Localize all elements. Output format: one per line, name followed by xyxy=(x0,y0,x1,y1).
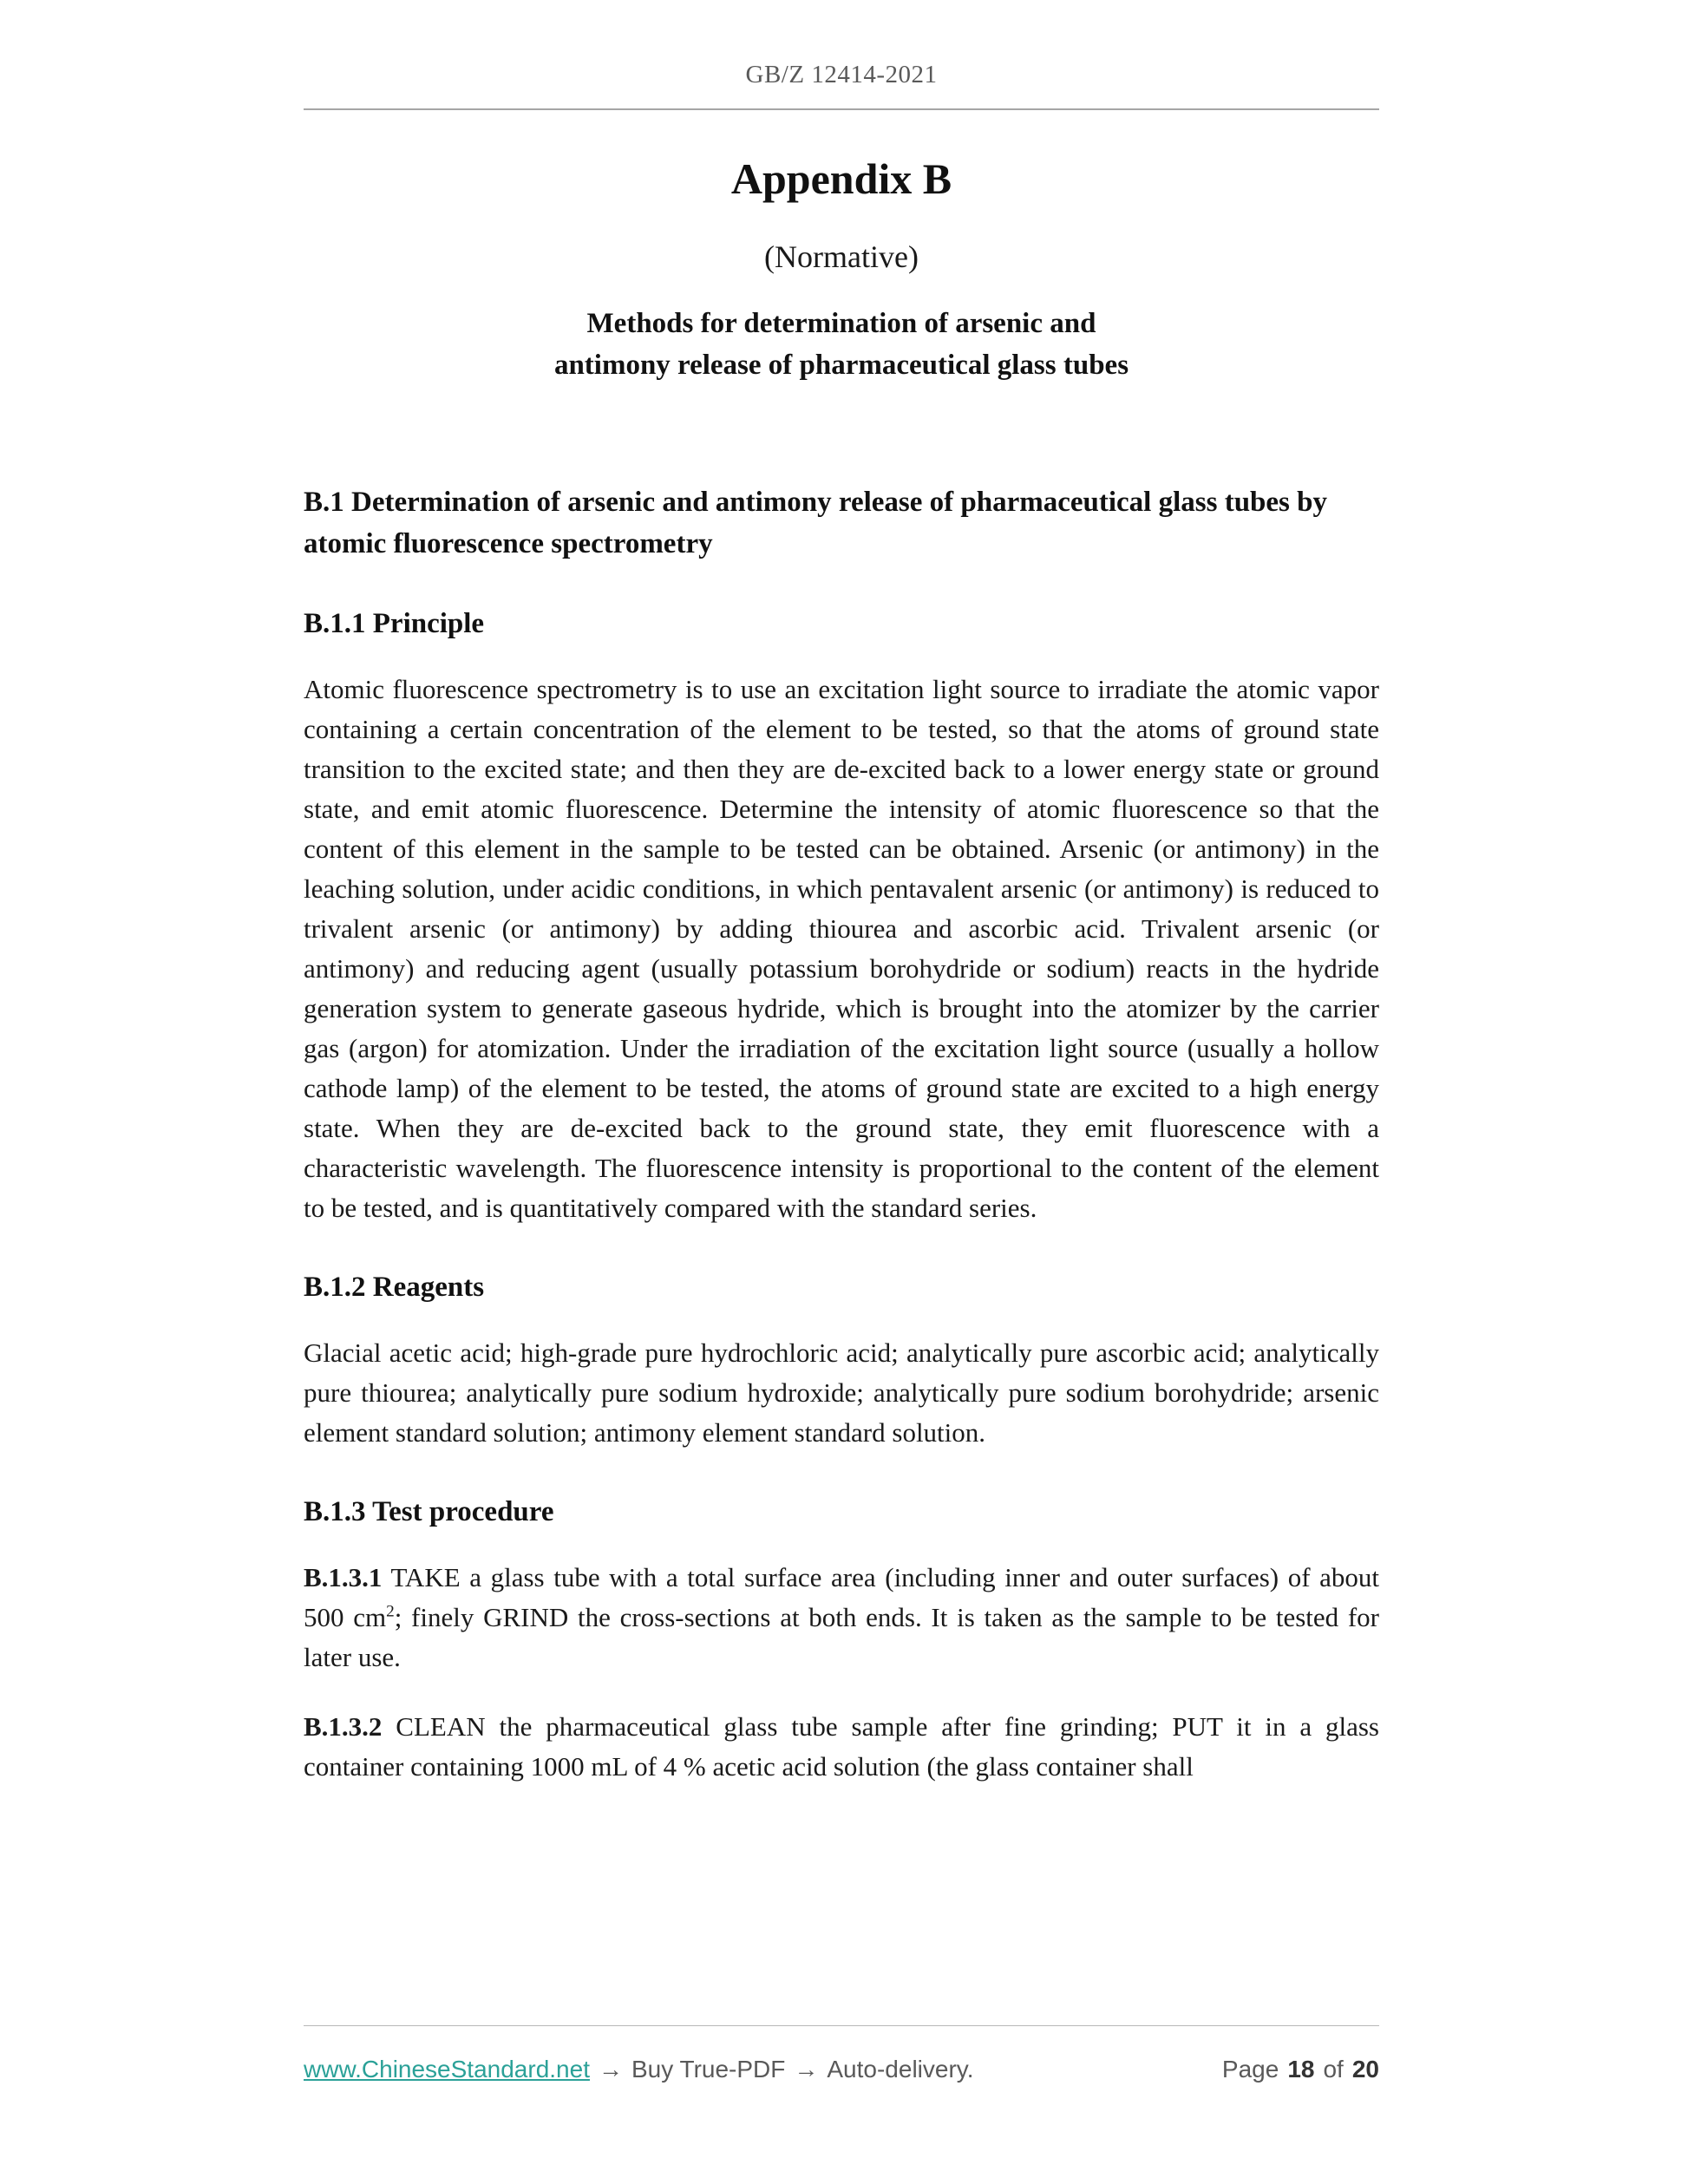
doc-number: GB/Z 12414-2021 xyxy=(745,61,938,88)
paragraph-b11-principle: Atomic fluorescence spectrometry is to use an excitation light source to irradiate the atomic vapor containing a certain concentration of the element to be tested, so that the atoms of ground state transition to the excited state; and then they are de-excited back to a lower energy state or ground state, and emit atomic fluorescence. Determine the intensity of atomic fluorescence so that the content of this element in the sample to be tested can be obtained. Arsenic (or antimony) in the leaching solution, under acidic conditions, in which pentavalent arsenic (or antimony) is reduced to trivalent arsenic (or antimony) by adding thiourea and ascorbic acid. Trivalent arsenic (or antimony) and reducing agent (usually potassium borohydride or sodium) reacts in the hydride generation system to generate gaseous hydride, which is brought into the atomizer by the carrier gas (argon) for atomization. Under the irradiation of the excitation light source (usually a hollow cathode lamp) of the element to be tested, the atoms of ground state are excited to a high energy state. When they are de-excited back to the ground state, they emit fluorescence with a characteristic wavelength. The fluorescence intensity is proportional to the content of the element to be tested, and is quantitatively compared with the standard series. xyxy=(304,674,1379,1223)
document-content xyxy=(304,0,1379,1787)
page-footer xyxy=(304,2025,1379,2083)
subsection-b11-heading: B.1.1 Principle xyxy=(304,608,485,639)
section-b1-heading: B.1 Determination of arsenic and antimony release of pharmaceutical glass tubes by atomic fluorescence spectrometry xyxy=(304,487,1327,559)
paragraph-b131 xyxy=(304,1558,1379,1677)
subtitle-line-1: Methods for determination of arsenic and xyxy=(586,308,1096,339)
page-label: Page xyxy=(1221,2056,1279,2083)
clause-label-b131: B.1.3.1 xyxy=(304,1562,383,1592)
footer-page-indicator xyxy=(1222,2056,1379,2083)
clause-text-b132: CLEAN the pharmaceutical glass tube sample after fine grinding; PUT it in a glass container containing 1000 mL of 4 % acetic acid solution (the glass container shall xyxy=(304,1711,1379,1782)
header-divider xyxy=(304,108,1379,110)
clause-label-b132: B.1.3.2 xyxy=(304,1711,383,1742)
clause-text-b131-a: TAKE a glass tube with a total surface area (including inner and outer surfaces) of about 500 cm xyxy=(304,1562,1379,1632)
page-total: 20 xyxy=(1351,2056,1379,2083)
footer-delivery-label: Auto-delivery. xyxy=(827,2056,974,2083)
arrow-right-icon: → xyxy=(598,2056,623,2083)
appendix-title: Appendix B xyxy=(730,154,952,203)
footer-buy-label: Buy True-PDF xyxy=(631,2056,786,2083)
arrow-right-icon: → xyxy=(794,2056,819,2083)
superscript-exponent: 2 xyxy=(386,1602,395,1621)
document-subtitle xyxy=(304,303,1379,386)
subsection-b13-heading: B.1.3 Test procedure xyxy=(304,1496,554,1527)
subtitle-line-2: antimony release of pharmaceutical glass tubes xyxy=(553,350,1129,381)
subsection-b12-heading: B.1.2 Reagents xyxy=(304,1272,485,1303)
footer-left-group xyxy=(304,2056,973,2083)
footer-site-link[interactable]: www.ChineseStandard.net xyxy=(304,2056,590,2083)
clause-text-b131-b: ; finely GRIND the cross-sections at both ends. It is taken as the sample to be tested for later use. xyxy=(304,1602,1380,1672)
normative-label: (Normative) xyxy=(764,239,919,274)
paragraph-b132 xyxy=(304,1707,1379,1787)
page-current: 18 xyxy=(1287,2056,1315,2083)
of-label: of xyxy=(1323,2056,1344,2083)
paragraph-b12-reagents: Glacial acetic acid; high-grade pure hydrochloric acid; analytically pure ascorbic acid; analytically pure thiourea; analytically pure sodium hydroxide; analytically pure sodium borohydride; arsenic element standard solution; antimony element standard solution. xyxy=(304,1337,1379,1448)
